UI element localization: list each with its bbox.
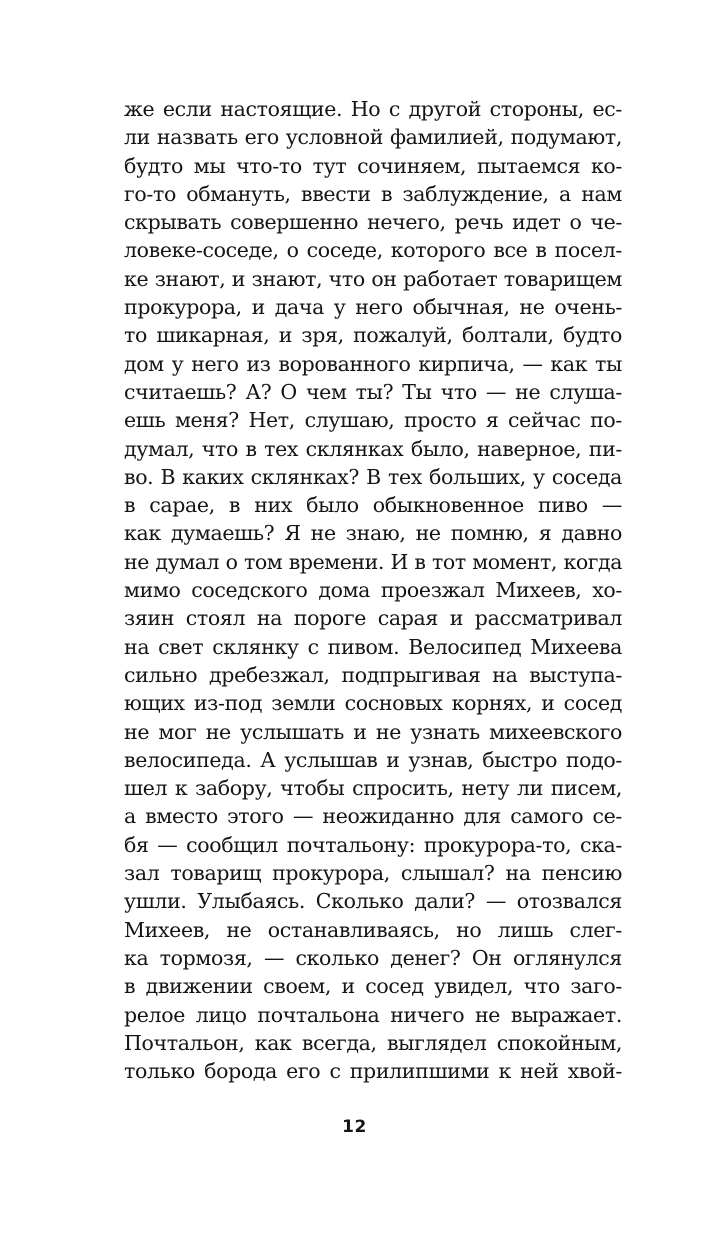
text-line: ке знают, и знают, что он работает товарищем: [124, 266, 622, 291]
text-line: шел к забору, чтобы спросить, нету ли писем,: [124, 776, 622, 801]
text-line: зал товарищ прокурора, слышал? на пенсию: [124, 861, 622, 886]
text-line: ющих из-под земли сосновых корнях, и сосед: [124, 691, 622, 716]
text-line: прокурора, и дача у него обычная, не очень-: [124, 295, 622, 320]
text-line: дом у него из ворованного кирпича, — как ты: [124, 351, 622, 376]
text-line: ешь меня? Нет, слушаю, просто я сейчас по-: [124, 408, 622, 433]
text-line: а вместо этого — неожиданно для самого се-: [124, 804, 622, 829]
text-line: только борода его с прилипшими к ней хвой-: [124, 1059, 622, 1084]
text-line: велосипеда. А услышав и узнав, быстро подо-: [124, 747, 622, 772]
text-line: Михеев, не останавливаясь, но лишь слег-: [124, 917, 622, 942]
text-line: считаешь? А? О чем ты? Ты что — не слуша-: [124, 379, 622, 404]
text-line: на свет склянку с пивом. Велосипед Михеева: [124, 634, 622, 659]
text-line: релое лицо почтальона ничего не выражает.: [124, 1002, 622, 1027]
text-line: в сарае, в них было обыкновенное пиво —: [124, 493, 622, 518]
text-line: же если настоящие. Но с другой стороны, ес-: [124, 97, 622, 121]
text-line: го-то обмануть, ввести в заблуждение, а нам: [124, 181, 622, 206]
text-line: сильно дребезжал, подпрыгивая на выступа-: [124, 662, 622, 687]
text-line: во. В каких склянках? В тех больших, у соседа: [124, 464, 622, 489]
text-line: зяин стоял на пороге сарая и рассматривал: [124, 606, 622, 631]
text-line: в движении своем, и сосед увидел, что заго-: [124, 974, 622, 999]
text-line: то шикарная, и зря, пожалуй, болтали, будто: [124, 323, 622, 348]
text-line: Почтальон, как всегда, выглядел спокойным,: [124, 1030, 622, 1055]
page-number: 12: [342, 1117, 367, 1137]
text-line: будто мы что-то тут сочиняем, пытаемся ко-: [124, 153, 622, 178]
body-text: [124, 95, 622, 1085]
text-line: не мог не услышать и не узнать михеевского: [124, 719, 622, 744]
text-line: не думал о том времени. И в тот момент, когда: [124, 549, 622, 574]
text-line: думал, что в тех склянках было, наверное, пи-: [124, 436, 622, 461]
text-line: ли назвать его условной фамилией, подумают,: [124, 125, 622, 150]
text-line: ловеке-соседе, о соседе, которого все в посел-: [124, 238, 622, 263]
text-line: ушли. Улыбаясь. Сколько дали? — отозвался: [124, 889, 622, 914]
text-line: как думаешь? Я не знаю, не помню, я давно: [124, 521, 622, 546]
text-line: ка тормозя, — сколько денег? Он оглянулся: [124, 945, 622, 970]
text-line: скрывать совершенно нечего, речь идет о че-: [124, 210, 622, 235]
text-line: бя — сообщил почтальону: прокурора-то, ска-: [124, 832, 622, 857]
text-line: мимо соседского дома проезжал Михеев, хо-: [124, 578, 622, 603]
